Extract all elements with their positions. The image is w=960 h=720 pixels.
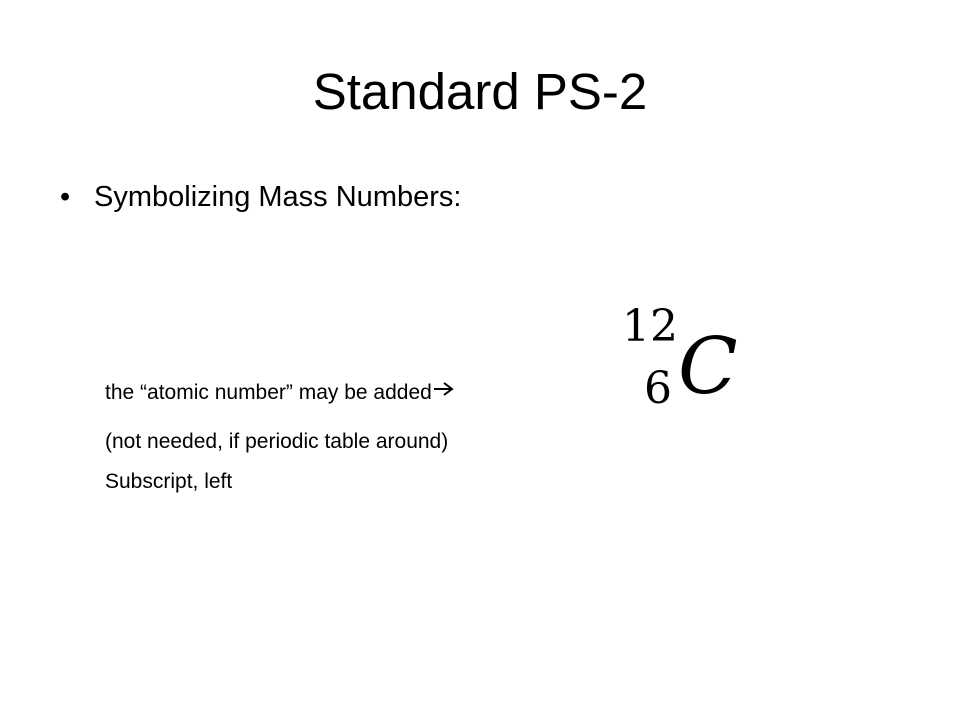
- right-arrow-icon: [433, 378, 455, 404]
- mass-number: 12: [622, 301, 678, 352]
- bullet-marker: •: [60, 181, 71, 213]
- bullet-item: [60, 178, 461, 216]
- element-symbol: C: [678, 322, 738, 412]
- sub-line-subscript: Subscript, left: [105, 470, 233, 493]
- slide-title: Standard PS-2: [312, 63, 648, 120]
- atomic-number: 6: [644, 363, 672, 414]
- sub-line-atomic-number: [105, 380, 455, 406]
- nuclide-notation: [614, 302, 764, 422]
- sub-line-note: (not needed, if periodic table around): [105, 430, 449, 453]
- sub-line-text: the “atomic number” may be added: [105, 381, 432, 404]
- bullet-text: Symbolizing Mass Numbers:: [94, 181, 462, 213]
